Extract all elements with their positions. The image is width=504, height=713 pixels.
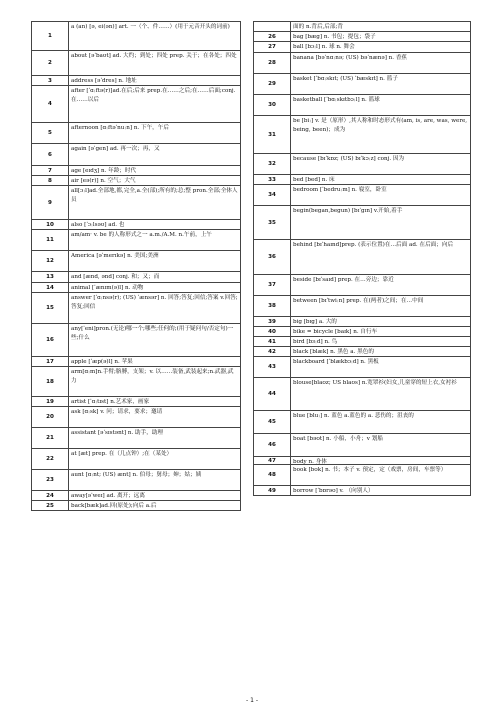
entry-number: 32 xyxy=(254,154,291,174)
entry-definition: bedroom [ˈbedruːm] n. 寝室，卧室 xyxy=(293,187,387,193)
entry-definition: arm[ɑːm]n.手臂;胳膊，支架；v. 以……装备,武装起来;n.武器,武力 xyxy=(71,369,234,385)
vocab-table-right xyxy=(253,21,471,496)
entry-number: 6 xyxy=(32,144,69,165)
vocab-row xyxy=(31,357,241,367)
entry-definition: begin(began,begun) [bɪˈgɪn] v.开始,着手 xyxy=(293,208,403,214)
vocab-row xyxy=(31,283,241,293)
vocab-row xyxy=(31,123,241,144)
vocab-table-left xyxy=(31,21,241,511)
entry-definition: am/am· v. be 的人称形式之一 a.m./A.M. n.午前，上午 xyxy=(71,232,212,238)
vocab-row xyxy=(253,32,471,42)
entry-number: 25 xyxy=(32,501,69,510)
entry-number: 42 xyxy=(254,347,291,356)
entry-number: 48 xyxy=(254,465,291,485)
entry-definition: again [əˈgen] ad. 再一次；再，又 xyxy=(71,146,160,152)
entry-definition: blue [bluː] n. 蓝色 a.蓝色的 a. 悲伤的；沮丧的 xyxy=(293,413,414,419)
vocab-row xyxy=(31,501,241,511)
entry-number: 3 xyxy=(32,76,69,85)
entry-definition: boat [bəʊt] n. 小船，小舟；v 划船 xyxy=(293,436,383,442)
entry-number: 28 xyxy=(254,53,291,73)
vocab-row xyxy=(253,154,471,175)
entry-definition: a (an) [ə, ei(ən)] art. 一（个、件……）(用于元音开头的词前) xyxy=(71,24,230,30)
vocab-row xyxy=(253,411,471,434)
entry-number: 44 xyxy=(254,378,291,410)
vocab-row xyxy=(253,457,471,465)
entry-number: 10 xyxy=(32,220,69,229)
entry-number: 15 xyxy=(32,293,69,323)
entry-number: 38 xyxy=(254,296,291,316)
vocab-row xyxy=(253,434,471,457)
page-number: - 1 - xyxy=(246,697,258,704)
vocab-row xyxy=(253,337,471,347)
entry-number: 49 xyxy=(254,486,291,495)
entry-number: 1 xyxy=(32,22,69,50)
vocab-row xyxy=(31,293,241,324)
vocab-row xyxy=(31,367,241,397)
entry-definition: bag [bæg] n. 书包；提包；袋子 xyxy=(293,34,376,40)
entry-number: 2 xyxy=(32,51,69,75)
entry-number: 11 xyxy=(32,230,69,250)
vocab-row xyxy=(253,95,471,116)
vocab-row xyxy=(31,491,241,501)
vocab-row xyxy=(253,357,471,378)
entry-definition: bed [bed] n. 床 xyxy=(293,177,335,183)
entry-definition: apple [ˈæp(ə)l] n. 苹果 xyxy=(71,359,133,365)
entry-number: 13 xyxy=(32,272,69,282)
entry-number: 16 xyxy=(32,324,69,356)
vocab-row xyxy=(253,116,471,154)
vocab-row xyxy=(253,327,471,337)
entry-number: 39 xyxy=(254,317,291,326)
entry-definition: 面的 n.背后,后部;背 xyxy=(293,24,343,30)
entry-number: 19 xyxy=(32,397,69,406)
entry-number: 4 xyxy=(32,86,69,122)
entry-definition: bird [bɜːd] n. 鸟 xyxy=(293,339,338,345)
vocab-row xyxy=(31,86,241,123)
entry-number: 17 xyxy=(32,357,69,366)
vocab-row xyxy=(31,21,241,51)
entry-number xyxy=(254,22,291,31)
vocab-row xyxy=(253,42,471,53)
entry-definition: blackboard [ˈblækbɔːd] n. 黑板 xyxy=(293,359,379,365)
entry-definition: banana [bəˈnɑːnə; (US) bəˈnænə] n. 香蕉 xyxy=(293,55,408,61)
vocab-row xyxy=(31,176,241,186)
entry-number: 31 xyxy=(254,116,291,153)
entry-definition: beside [bɪˈsaɪd] prep. 在…旁边；靠近 xyxy=(293,277,394,283)
vocab-row xyxy=(31,166,241,176)
entry-number: 26 xyxy=(254,32,291,41)
vocab-row xyxy=(253,347,471,357)
entry-definition: black [blæk] n. 黑色 a. 黑色的 xyxy=(293,349,374,355)
entry-definition: about [əˈbaʊt] ad. 大约；到处；四处 prep. 关于；在各处；四处 xyxy=(71,53,237,59)
entry-definition: address [əˈdres] n. 地址 xyxy=(71,78,137,84)
entry-number: 41 xyxy=(254,337,291,346)
entry-number: 29 xyxy=(254,74,291,94)
entry-definition: also [ˈɔːlsəʊ] ad. 也 xyxy=(71,222,125,228)
vocab-row xyxy=(253,486,471,496)
vocab-row xyxy=(31,230,241,251)
vocab-row xyxy=(31,144,241,166)
entry-definition: blouse[blaʊz; US blaʊs] n.宽罩衫(妇女,儿童穿的短上衣,女衬衫 xyxy=(293,380,457,386)
entry-number: 9 xyxy=(32,186,69,219)
entry-number: 35 xyxy=(254,206,291,239)
vocab-row xyxy=(253,185,471,206)
entry-definition: be [biː] v. 是（原形）,其人称和时态形式有(am, is, are, was, were, being, been)；成为 xyxy=(293,118,468,134)
entry-number: 7 xyxy=(32,166,69,175)
entry-definition: America [əˈmerɪkə] n. 美国;美洲 xyxy=(71,253,159,259)
vocab-row xyxy=(31,251,241,272)
entry-number: 36 xyxy=(254,240,291,274)
entry-number: 24 xyxy=(32,491,69,500)
entry-definition: afternoon [ɑːftəˈnuːn] n. 下午，午后 xyxy=(71,125,169,131)
entry-number: 8 xyxy=(32,176,69,185)
entry-number: 46 xyxy=(254,434,291,456)
entry-number: 34 xyxy=(254,185,291,205)
entry-definition: because [bɪˈkɒz; (US) bɪˈkɔːz] conj. 因为 xyxy=(293,156,405,162)
entry-definition: back[bæk]ad.回(原处);向后 a.后 xyxy=(71,503,157,509)
entry-definition: assistant [əˈsɪstənt] n. 助手，助理 xyxy=(71,430,164,436)
entry-number: 18 xyxy=(32,367,69,396)
entry-definition: basket [ˈbɑːskɪt; (US) ˈbæskɪt] n. 篮子 xyxy=(293,76,398,82)
entry-number: 22 xyxy=(32,449,69,469)
vocab-row xyxy=(253,317,471,327)
vocab-row xyxy=(31,272,241,283)
vocab-row xyxy=(31,186,241,220)
entry-definition: borrow [ˈbɒrəʊ] v. （向别人） xyxy=(293,488,374,494)
vocab-row xyxy=(253,378,471,411)
vocab-row xyxy=(253,465,471,486)
entry-definition: age [eɪdʒ] n. 年龄；时代 xyxy=(71,168,137,174)
entry-number: 40 xyxy=(254,327,291,336)
entry-definition: book [bʊk] n. 书；本子 v. 预定，定（戏票，房间，车票等） xyxy=(293,467,447,473)
vocab-row xyxy=(31,428,241,449)
entry-definition: answer [ˈɑːnsə(r); (US) ˈænsər] n. 回答;答复;回信;答案 v.回答;答复;回信 xyxy=(71,295,238,311)
entry-number: 27 xyxy=(254,42,291,52)
vocab-row xyxy=(31,407,241,428)
entry-definition: air [eə(r)] n. 空气；大气 xyxy=(71,178,136,184)
entry-number: 47 xyxy=(254,457,291,464)
entry-definition: all[ɔːl]ad.全部地,都,完全,a.全(部);所有的;总;整 pron.全部;全体人员 xyxy=(71,188,238,204)
vocab-row xyxy=(253,74,471,95)
vocab-row xyxy=(31,449,241,470)
vocab-row xyxy=(253,206,471,240)
entry-definition: away[əˈweɪ] ad. 离开；远离 xyxy=(71,493,145,499)
vocab-row xyxy=(31,324,241,357)
entry-definition: between [bɪˈtwiːn] prep. 在(两者)之间；在…中间 xyxy=(293,298,424,304)
vocab-row xyxy=(31,220,241,230)
vocab-row xyxy=(253,53,471,74)
vocab-row xyxy=(253,21,471,32)
entry-number: 43 xyxy=(254,357,291,377)
entry-number: 12 xyxy=(32,251,69,271)
vocab-row xyxy=(253,175,471,185)
entry-number: 30 xyxy=(254,95,291,115)
entry-number: 20 xyxy=(32,407,69,427)
entry-number: 14 xyxy=(32,283,69,292)
entry-number: 23 xyxy=(32,470,69,490)
entry-definition: and [ænd, ənd] conj. 和；又；而 xyxy=(71,274,160,280)
entry-definition: bike = bicycle [baɪk] n. 自行车 xyxy=(293,329,378,335)
entry-definition: any[ˈeni]pron.(无论)哪一个;哪些;任何的;(用于疑问句/否定句)一些;什么 xyxy=(71,326,234,342)
entry-definition: ball [bɔːl] n. 球 n. 舞会 xyxy=(293,44,355,50)
vocab-row xyxy=(31,470,241,491)
vocab-row xyxy=(31,76,241,86)
entry-number: 45 xyxy=(254,411,291,433)
entry-definition: basketball [ˈbɑːskɪtbɔːl] n. 篮球 xyxy=(293,97,380,103)
entry-number: 21 xyxy=(32,428,69,448)
entry-definition: aunt [ɑːnt; (US) ænt] n. 伯母；舅母；婶；姑；姨 xyxy=(71,472,202,478)
entry-definition: body n. 身体 xyxy=(293,459,327,464)
vocab-row xyxy=(31,397,241,407)
entry-definition: ask [ɑːsk] v. 问；请求，要求；邀请 xyxy=(71,409,163,415)
entry-number: 37 xyxy=(254,275,291,295)
entry-definition: behind [bɪˈhaɪnd]prep. (表示位置)在…后面 ad. 在后面；向后 xyxy=(293,242,454,248)
vocab-row xyxy=(253,240,471,275)
entry-definition: after [ˈɑːftə(r)]ad.在后;后来 prep.在……之后;在……后面;conj. 在……以后 xyxy=(71,88,236,104)
entry-definition: at [æt] prep. 在（几点钟）;在（某处） xyxy=(71,451,173,457)
entry-definition: artist [ˈɑːtɪst] n.艺术家，画家 xyxy=(71,399,150,405)
entry-definition: animal [ˈænɪm(ə)l] n. 动物 xyxy=(71,285,144,291)
entry-number: 5 xyxy=(32,123,69,143)
vocab-row xyxy=(253,275,471,296)
entry-definition: big [bɪg] a. 大的 xyxy=(293,319,337,325)
entry-number: 33 xyxy=(254,175,291,184)
vocab-row xyxy=(253,296,471,317)
vocab-row xyxy=(31,51,241,76)
